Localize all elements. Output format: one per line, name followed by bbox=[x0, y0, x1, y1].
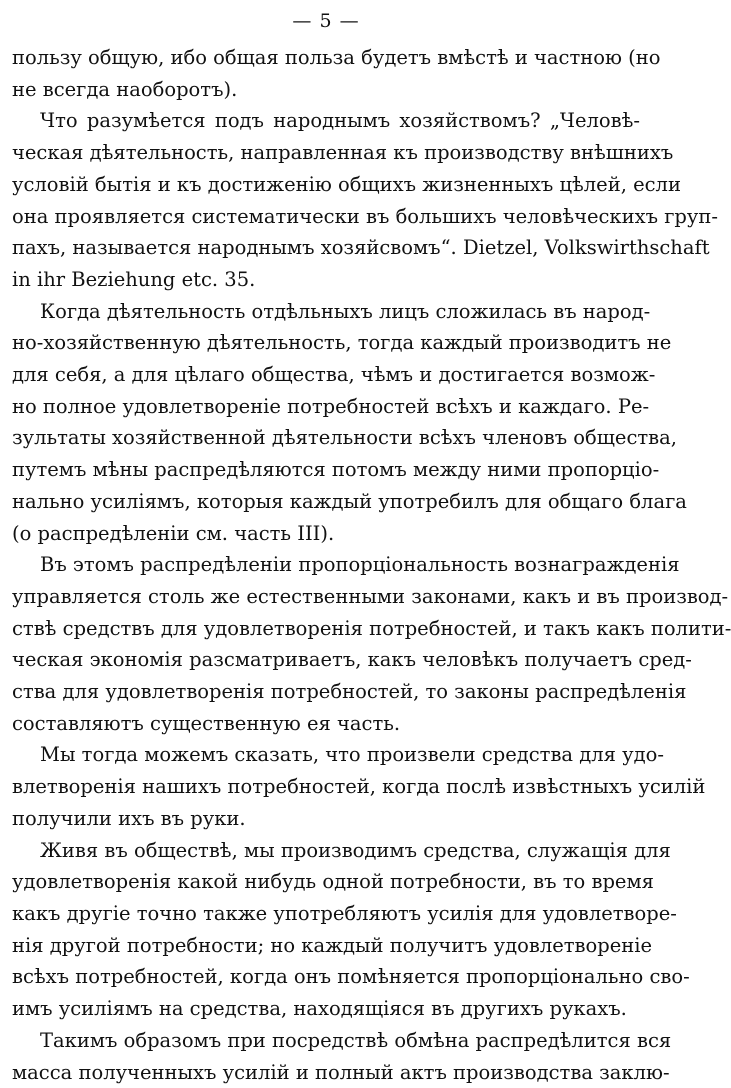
text-line: нія другой потребности; но каждый получитъ удовлетвореніе bbox=[12, 930, 640, 962]
paragraph bbox=[12, 105, 640, 295]
text-line: Въ этомъ распредѣленіи пропорціональность вознагражденія bbox=[12, 549, 640, 581]
text-line: пахъ, называется народнымъ хозяйсвомъ“. Dietzel, Volkswirthschaft bbox=[12, 232, 640, 264]
text-line: ческая дѣятельность, направленная къ производству внѣшнихъ bbox=[12, 137, 640, 169]
text-line: какъ другіе точно также употребляютъ усилія для удовлетворе- bbox=[12, 898, 640, 930]
text-line: путемъ мѣны распредѣляются потомъ между ними пропорціо- bbox=[12, 454, 640, 486]
text-line: но полное удовлетвореніе потребностей всѣхъ и каждаго. Ре- bbox=[12, 391, 640, 423]
text-line: управляется столь же естественными законами, какъ и въ производ- bbox=[12, 581, 640, 613]
text-line: она проявляется систематически въ большихъ человѣческихъ груп- bbox=[12, 201, 640, 233]
text-line: Мы тогда можемъ сказать, что произвели средства для удо- bbox=[12, 739, 640, 771]
page-number: — 5 — bbox=[12, 6, 640, 42]
text-line: ства для удовлетворенія потребностей, то законы распредѣленія bbox=[12, 676, 640, 708]
text-line: масса полученныхъ усилій и полный актъ производства заклю- bbox=[12, 1057, 640, 1088]
text-line: всѣхъ потребностей, когда онъ помѣняется пропорціонально сво- bbox=[12, 961, 640, 993]
text-line: Когда дѣятельность отдѣльныхъ лицъ сложилась въ народ- bbox=[12, 296, 640, 328]
text-line: пользу общую, ибо общая польза будетъ вмѣстѣ и частною (но bbox=[12, 42, 640, 74]
text-line: влетворенія нашихъ потребностей, когда послѣ извѣстныхъ усилій bbox=[12, 771, 640, 803]
page-text bbox=[12, 42, 640, 1088]
text-line: условій бытія и къ достиженію общихъ жизненныхъ цѣлей, если bbox=[12, 169, 640, 201]
text-line: Живя въ обществѣ, мы производимъ средства, служащія для bbox=[12, 835, 640, 867]
paragraph bbox=[12, 739, 640, 834]
text-line: для себя, а для цѣлаго общества, чѣмъ и достигается возмож- bbox=[12, 359, 640, 391]
paragraph bbox=[12, 296, 640, 550]
paragraph bbox=[12, 42, 640, 105]
text-line: составляютъ существенную ея часть. bbox=[12, 708, 640, 740]
text-line: Что разумѣется подъ народнымъ хозяйствомъ? „Человѣ- bbox=[12, 105, 640, 137]
text-line: удовлетворенія какой нибудь одной потребности, въ то время bbox=[12, 866, 640, 898]
text-line: ствѣ средствъ для удовлетворенія потребностей, и такъ какъ полити- bbox=[12, 613, 640, 645]
paragraph bbox=[12, 835, 640, 1025]
text-line: но-хозяйственную дѣятельность, тогда каждый производитъ не bbox=[12, 327, 640, 359]
text-line: нально усиліямъ, которыя каждый употребилъ для общаго блага bbox=[12, 486, 640, 518]
text-line: не всегда наоборотъ). bbox=[12, 74, 640, 106]
text-line: ческая экономія разсматриваетъ, какъ человѣкъ получаетъ сред- bbox=[12, 644, 640, 676]
text-line: зультаты хозяйственной дѣятельности всѣхъ членовъ общества, bbox=[12, 422, 640, 454]
text-line: (о распредѣленіи см. часть III). bbox=[12, 518, 640, 550]
text-line: in ihr Beziehung etc. 35. bbox=[12, 264, 640, 296]
text-line: имъ усиліямъ на средства, находящіяся въ другихъ рукахъ. bbox=[12, 993, 640, 1025]
text-line: получили ихъ въ руки. bbox=[12, 803, 640, 835]
paragraph bbox=[12, 549, 640, 739]
paragraph bbox=[12, 1025, 640, 1088]
text-line: Такимъ образомъ при посредствѣ обмѣна распредѣлится вся bbox=[12, 1025, 640, 1057]
